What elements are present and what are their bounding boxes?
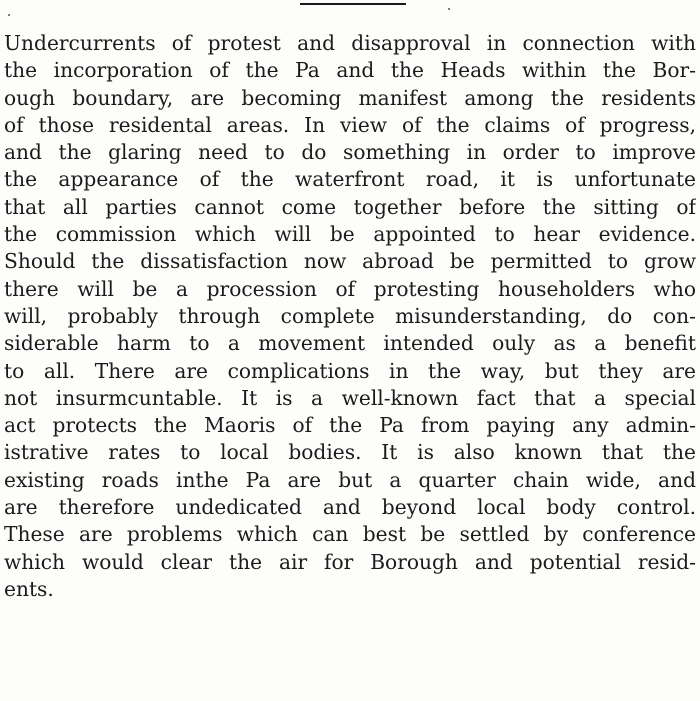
column-divider-rule — [300, 3, 406, 5]
article-line: existing roads inthe Pa are but a quarter chain wide, and — [4, 467, 696, 492]
article-line: that all parties cannot come together before the sitting of — [4, 194, 696, 219]
article-line: not insurmcuntable. It is a well-known fact that a special — [4, 385, 696, 410]
article-line: act protects the Maoris of the Pa from paying any admin- — [4, 413, 696, 438]
article-line: will, probably through complete misunderstanding, do con- — [4, 303, 696, 328]
article-line: and the glaring need to do something in order to improve — [4, 140, 696, 165]
article-line: to all. There are complications in the way, but they are — [4, 358, 696, 383]
article-line: ough boundary, are becoming manifest among the residents — [4, 85, 696, 110]
article-line: are therefore undedicated and beyond local body control. — [4, 495, 696, 520]
article-line: of those residental areas. In view of the claims of progress, — [4, 112, 696, 137]
article-line: which would clear the air for Borough and potential resid- — [4, 549, 696, 574]
article-line: there will be a procession of protesting householders who — [4, 276, 696, 301]
article-line: Undercurrents of protest and disapproval in connection with — [4, 31, 696, 55]
article-line: siderable harm to a movement intended ouly as a benefit — [4, 331, 696, 356]
article-line: the incorporation of the Pa and the Heads within the Bor- — [4, 58, 696, 83]
article-line: the commission which will be appointed to hear evidence. — [4, 222, 696, 247]
article-line: the appearance of the waterfront road, it is unfortunate — [4, 167, 696, 192]
article-line: These are problems which can best be settled by conference — [4, 522, 696, 547]
article-line: istrative rates to local bodies. It is also known that the — [4, 440, 696, 465]
article-line: Should the dissatisfaction now abroad be permitted to grow — [4, 249, 696, 274]
article-body — [4, 30, 696, 603]
article-line: ents. — [4, 576, 54, 601]
print-speck — [448, 8, 450, 10]
print-speck — [8, 14, 10, 16]
